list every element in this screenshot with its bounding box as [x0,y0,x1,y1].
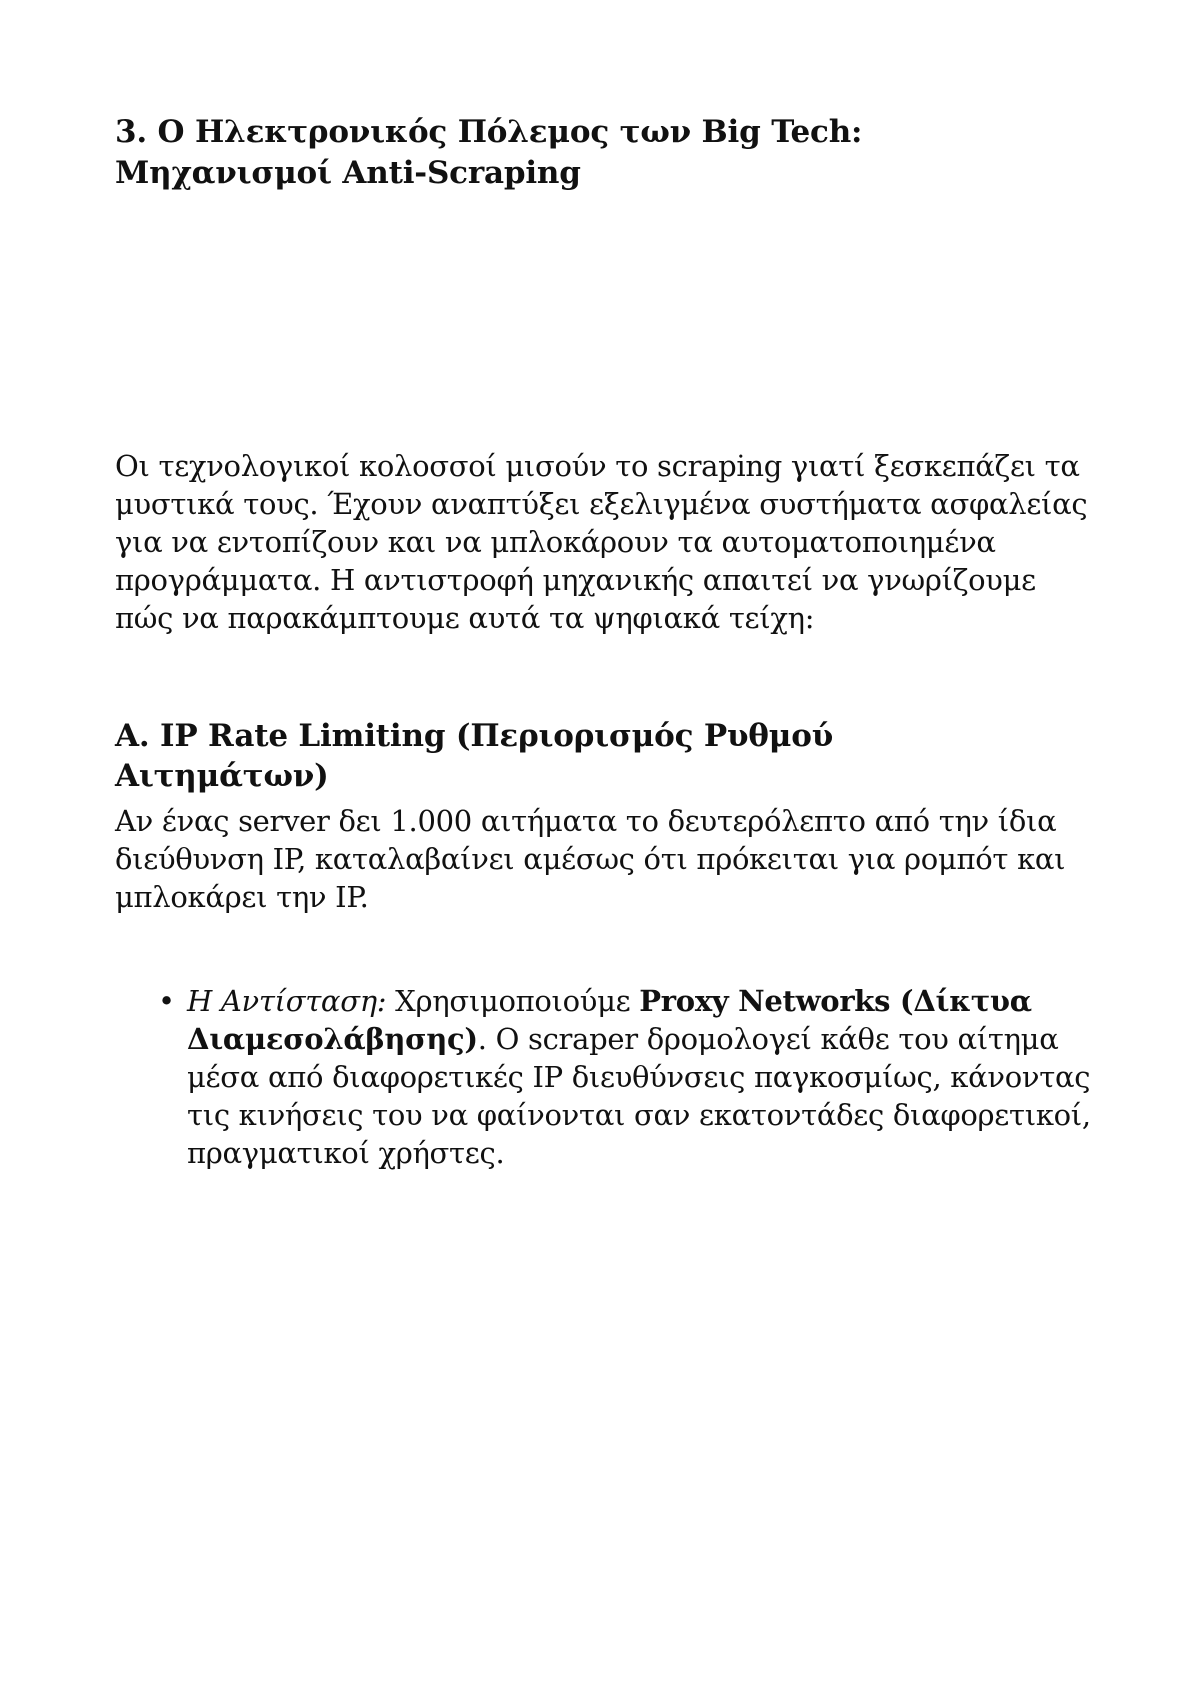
subsection-title-line-1: Α. IP Rate Limiting (Περιορισμός Ρυθμού [115,718,834,754]
list-item [158,982,1095,1172]
page-content [115,112,1095,1172]
bullet-emphasis: Proxy Networks (Δίκτυα Διαμεσολάβησης) [187,984,1032,1056]
intro-paragraph: Οι τεχνολογικοί κολοσσοί μισούν το scraping γιατί ξεσκεπάζει τα μυστικά τους. Έχουν αναπτύξει εξελιγμένα συστήματα ασφαλείας για να εντοπίζουν και να μπλοκάρουν τα αυτοματοποιημένα προγράμματα. Η αντιστροφή μηχανικής απαιτεί να γνωρίζουμε πώς να παρακάμπτουμε αυτά τα ψηφιακά τείχη: [115,449,1088,635]
section-title [115,112,1095,194]
section-title-line-1: 3. Ο Ηλεκτρονικός Πόλεμος των Big Tech: [115,114,863,150]
bullet-text-before: Χρησιμοποιούμε [386,984,640,1018]
bullet-text-after: . Ο scraper δρομολογεί κάθε του αίτημα μέσα από διαφορετικές IP διευθύνσεις παγκοσμίως, κάνοντας τις κινήσεις του να φαίνονται σαν εκατοντάδες διαφορετικοί, πραγματικοί χρήστες. [187,1022,1091,1170]
section-title-line-2: Μηχανισμοί Anti-Scraping [115,155,581,191]
bullet-list [115,982,1095,1172]
subsection-title [115,716,1095,796]
bullet-lead: Η Αντίσταση: [187,984,387,1018]
bullet-marker: • [158,984,175,1018]
subsection-title-line-2: Αιτημάτων) [115,758,329,794]
subsection-body: Αν ένας server δει 1.000 αιτήματα το δευτερόλεπτο από την ίδια διεύθυνση IP, καταλαβαίνει αμέσως ότι πρόκειται για ρομπότ και μπλοκάρει την IP. [115,804,1066,914]
